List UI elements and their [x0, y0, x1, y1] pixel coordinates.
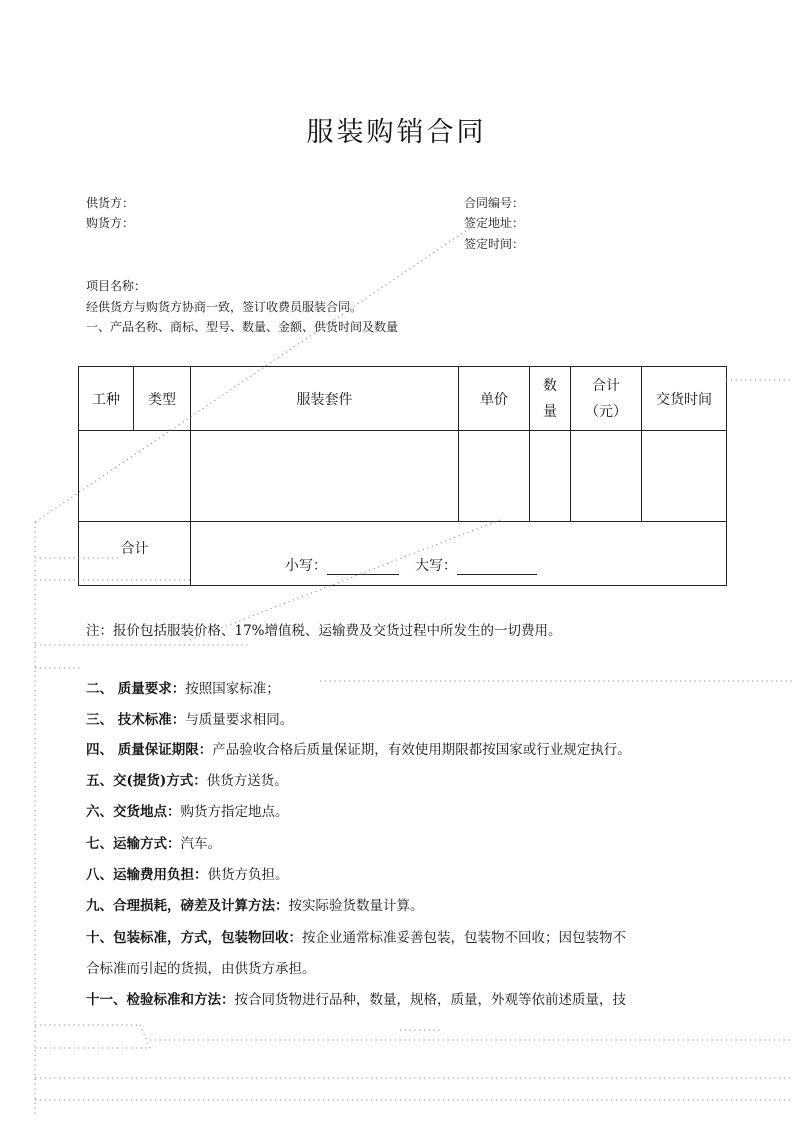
clause-6-label: 六、交货地点：	[86, 804, 181, 820]
uppercase-label: 大写：	[415, 558, 457, 574]
clause-3-label: 三、 技术标准：	[86, 712, 186, 728]
header-quantity-line1: 数	[543, 377, 557, 394]
clause-7	[86, 832, 221, 852]
clause-5	[86, 769, 288, 789]
clause-5-text: 供货方送货。	[206, 773, 288, 789]
clause-5-label: 五、交(提货)方式：	[86, 773, 207, 789]
project-name-label: 项目名称：	[86, 279, 147, 293]
header-quantity-line2: 量	[543, 403, 557, 420]
clause-10-label: 十、包装标准，方式，包装物回收：	[86, 930, 302, 946]
sign-place-label: 签定地址：	[464, 216, 525, 230]
product-table	[78, 366, 727, 586]
clause-4-label: 四、 质量保证期限：	[86, 742, 213, 758]
clause-4-text: 产品验收合格后质量保证期，有效使用期限都按国家或行业规定执行。	[212, 742, 631, 758]
clause-11	[86, 988, 626, 1008]
clause-3	[86, 708, 293, 728]
clause-6	[86, 800, 289, 820]
clause-7-label: 七、运输方式：	[86, 836, 181, 852]
table-header-row	[79, 367, 727, 431]
clause-2	[86, 677, 280, 697]
sign-time-label: 签定时间：	[464, 237, 525, 251]
clause-11-text: 按合同货物进行品种，数量，规格，质量，外观等依前述质量，技	[234, 992, 626, 1008]
section-1-heading: 一、产品名称、商标、型号、数量、金额、供货时间及数量	[86, 320, 399, 334]
header-quantity	[530, 367, 571, 431]
clause-2-label: 二、 质量要求：	[86, 681, 186, 697]
total-label: 合计	[79, 522, 191, 586]
clause-6-text: 购货方指定地点。	[180, 804, 289, 820]
supplier-label: 供货方：	[86, 196, 135, 210]
document-title: 服装购销合同	[306, 117, 487, 148]
clause-4	[86, 738, 631, 758]
dotted-line	[140, 1025, 150, 1048]
intro-text: 经供货方与购货方协商一致，签订收费员服装合同。	[86, 300, 363, 314]
clause-10	[86, 926, 626, 946]
header-total-line1: 合计	[592, 377, 620, 394]
cell-qty-empty	[530, 431, 571, 522]
header-garment-set: 服装套件	[191, 367, 459, 431]
header-total-yuan	[571, 367, 642, 431]
clause-10-continuation: 合标准而引起的货损，由供货方承担。	[86, 961, 316, 977]
clause-9-label: 九、合理损耗，磅差及计算方法：	[86, 898, 289, 914]
clause-8-label: 八、运输费用负担：	[86, 867, 208, 883]
contract-no-label: 合同编号：	[464, 196, 525, 210]
lowercase-label: 小写：	[285, 558, 327, 574]
clause-11-label: 十一、检验标准和方法：	[86, 992, 235, 1008]
clause-9-text: 按实际验货数量计算。	[288, 898, 424, 914]
header-unit-price: 单价	[459, 367, 530, 431]
cell-price-empty	[459, 431, 530, 522]
clause-9	[86, 894, 424, 914]
uppercase-blank	[457, 560, 537, 575]
cell-job-category-empty	[79, 431, 191, 522]
header-total-line2: （元）	[585, 403, 627, 420]
clause-7-text: 汽车。	[180, 836, 221, 852]
clause-2-text: 按照国家标准；	[185, 681, 280, 697]
clause-8-text: 供货方负担。	[207, 867, 289, 883]
clause-3-text: 与质量要求相同。	[185, 712, 294, 728]
price-note: 注：报价包括服装价格、17%增值税、运输费及交货过程中所发生的一切费用。	[86, 623, 562, 639]
header-category: 类型	[134, 367, 191, 431]
header-job-type: 工种	[79, 367, 134, 431]
header-delivery-time: 交货时间	[642, 367, 727, 431]
cell-total-empty	[571, 431, 642, 522]
clause-8	[86, 863, 289, 883]
amount-words-cell	[191, 522, 727, 586]
table-data-row	[79, 431, 727, 522]
lowercase-blank	[327, 560, 399, 575]
clause-10-text: 按企业通常标准妥善包装，包装物不回收；因包装物不	[302, 930, 626, 946]
table-total-row	[79, 522, 727, 586]
buyer-label: 购货方：	[86, 216, 135, 230]
cell-delivery-empty	[642, 431, 727, 522]
cell-garment-empty	[191, 431, 459, 522]
